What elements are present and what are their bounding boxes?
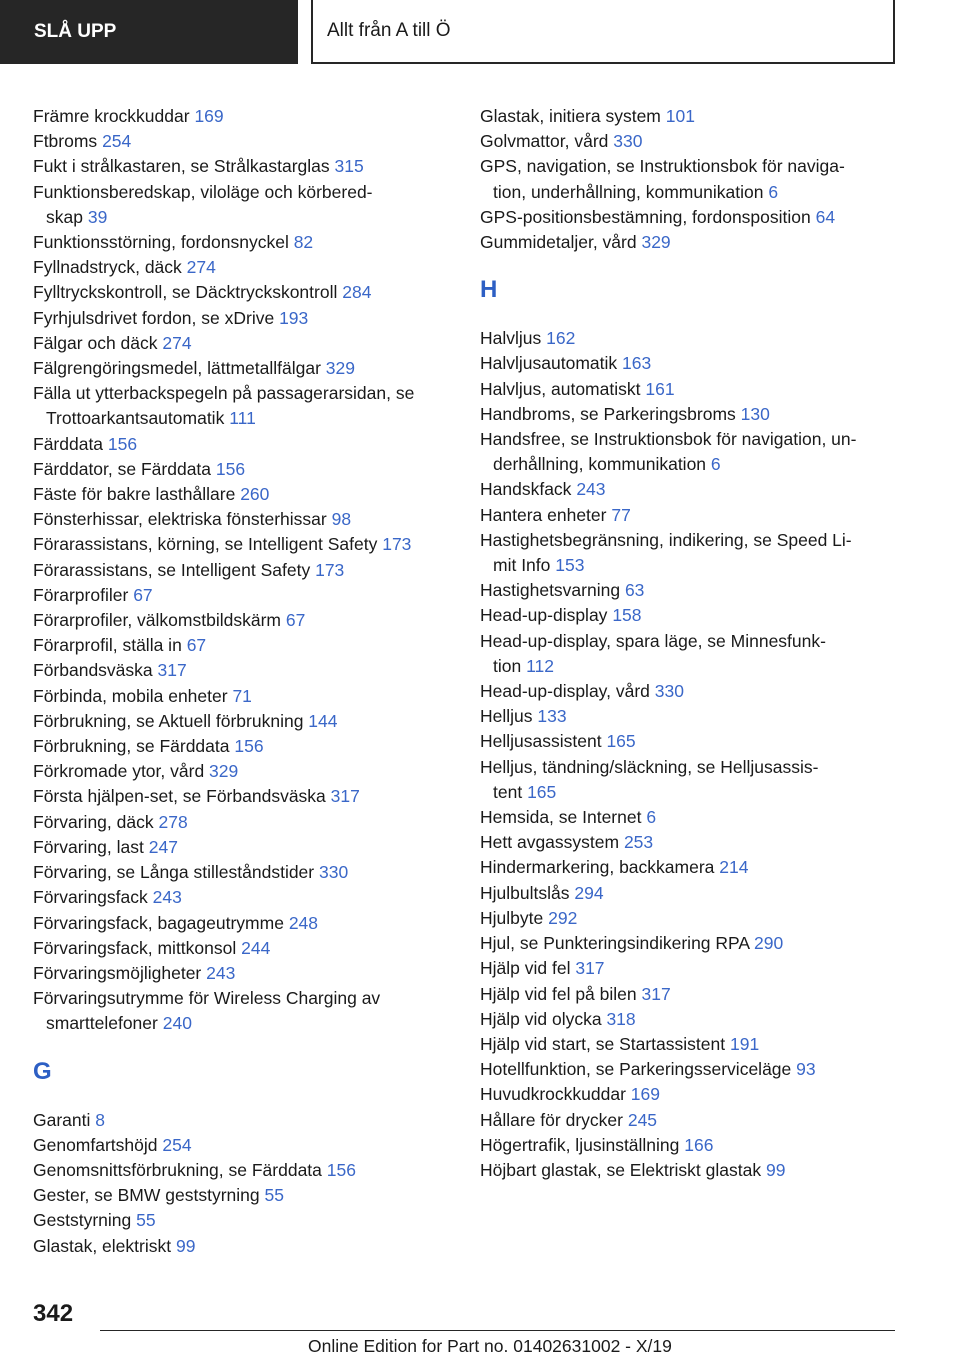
index-entry-text: Glastak, initiera system [480, 106, 661, 126]
section-tab [0, 0, 298, 64]
index-entry [33, 255, 463, 280]
index-entry-text: Högertrafik, ljusinställning [480, 1134, 680, 1155]
page-reference-link[interactable]: 330 [613, 131, 643, 152]
index-entry-text: Fälla ut ytterbackspegeln på passagerarsidan, se [33, 383, 415, 404]
page-reference-link[interactable]: 153 [555, 555, 585, 576]
index-entry [33, 936, 463, 961]
index-entry-text: Fyrhjulsdrivet fordon, se xDrive [33, 307, 275, 328]
page-reference-link[interactable]: 82 [293, 232, 314, 253]
index-entry [480, 578, 900, 603]
index-entry-text: Fukt i strålkastaren, se Strålkastarglas [33, 156, 330, 177]
page-reference-link[interactable]: 330 [319, 862, 349, 883]
index-entry-text: Hjulbyte [480, 907, 544, 928]
index-entry-text: Fylltryckskontroll, se Däcktryckskontroll [33, 282, 338, 303]
index-entry-text: Halvljus [480, 328, 542, 349]
index-entry [480, 931, 900, 956]
page-reference-link[interactable]: 243 [206, 962, 236, 983]
page-reference-link[interactable]: 98 [331, 509, 352, 530]
page-reference-link[interactable]: 329 [641, 232, 671, 253]
index-entry-text: Förarprofiler, välkomstbildskärm [33, 610, 281, 631]
page-reference-link[interactable]: 244 [241, 937, 271, 958]
page-reference-link[interactable]: 253 [623, 832, 654, 853]
index-entry [480, 1158, 900, 1183]
index-entry [33, 129, 463, 154]
index-entry [480, 855, 900, 880]
index-entry-text: Gummidetaljer, vård [480, 232, 637, 253]
page-reference-link[interactable]: 329 [209, 761, 239, 782]
index-entry [33, 507, 463, 532]
index-entry-text: Helljus, tändning/släckning, se Helljusassis- [480, 756, 819, 777]
index-entry-text: Fyllnadstryck, däck [33, 257, 182, 278]
index-entry [33, 608, 463, 633]
index-entry-text: Förarassistans, se Intelligent Safety [33, 559, 311, 580]
index-entry-text: Höjbart glastak, se Elektriskt glastak [480, 1159, 762, 1180]
index-entry [480, 528, 900, 578]
page-reference-link[interactable]: 112 [526, 655, 554, 676]
index-entry-text: Gester, se BMW geststyrning [33, 1185, 260, 1206]
index-entry-text: Hjälp vid fel [480, 958, 571, 979]
page-reference-link[interactable]: 67 [133, 584, 153, 605]
index-entry-text: Helljusassistent [480, 731, 602, 752]
index-entry [480, 729, 900, 754]
index-entry-text: Förvaring, däck [33, 811, 154, 832]
index-entry [480, 154, 900, 204]
index-entry [33, 104, 463, 129]
index-entry-text: Förvaringsmöjligheter [33, 962, 202, 983]
page-reference-link[interactable]: 260 [240, 484, 270, 505]
page-reference-link[interactable]: 156 [215, 458, 246, 479]
section-letter: H [480, 276, 498, 304]
index-entry [33, 558, 463, 583]
page-reference-link[interactable]: 158 [612, 605, 642, 626]
page-reference-link[interactable]: 165 [527, 781, 557, 802]
index-entry-text: tent [493, 781, 523, 802]
page-reference-link[interactable]: 274 [186, 257, 216, 278]
index-entry [480, 427, 900, 477]
index-entry [480, 1082, 900, 1107]
index-entry [33, 1133, 463, 1158]
page-reference-link[interactable]: 67 [285, 610, 306, 631]
page-header [311, 0, 895, 64]
page-reference-link[interactable]: 254 [102, 131, 132, 152]
index-entry-text: Förvaringsfack, bagageutrymme [33, 912, 284, 933]
page-reference-link[interactable]: 292 [548, 907, 578, 928]
index-entry [33, 734, 463, 759]
index-entry-text: Främre krockkuddar [33, 106, 190, 126]
index-entry [33, 583, 463, 608]
page-title: Allt från A till Ö [327, 20, 451, 41]
index-entry-text: Förvaringsfack, mittkonsol [33, 937, 237, 958]
page-reference-link[interactable]: 93 [796, 1059, 816, 1080]
index-entry [33, 810, 463, 835]
page-reference-link[interactable]: 67 [186, 635, 207, 656]
index-entry [480, 1007, 900, 1032]
index-entry [480, 629, 900, 679]
index-entry [480, 104, 900, 129]
index-entry-text: Förarprofil, ställa in [33, 635, 182, 656]
page-reference-link[interactable]: 161 [645, 378, 675, 399]
index-entry-text: Hantera enheter [480, 504, 607, 525]
index-entry [480, 377, 900, 402]
index-entry [33, 1158, 463, 1183]
index-entry [33, 280, 463, 305]
index-entry-text: Handskfack [480, 479, 572, 500]
page-reference-link[interactable]: 169 [194, 106, 224, 126]
index-entry [33, 860, 463, 885]
index-entry-text: Funktionsstörning, fordonsnyckel [33, 232, 289, 253]
page-reference-link[interactable]: 248 [288, 912, 319, 933]
footer-divider [100, 1330, 895, 1331]
page-reference-link[interactable]: 6 [646, 807, 657, 828]
index-entry [480, 1133, 900, 1158]
index-entry-text: derhållning, kommunikation [493, 454, 707, 475]
page-reference-link[interactable]: 243 [152, 887, 182, 908]
page-reference-link[interactable]: 166 [684, 1134, 714, 1155]
index-entry-text: Ftbroms [33, 131, 98, 152]
index-entry [33, 1208, 463, 1233]
index-entry [480, 755, 900, 805]
page-reference-link[interactable]: 317 [330, 786, 360, 807]
index-entry-text: Hindermarkering, backkamera [480, 857, 715, 878]
page-number: 342 [33, 1300, 74, 1327]
page-reference-link[interactable]: 193 [279, 307, 309, 328]
index-entry [33, 684, 463, 709]
index-entry [33, 356, 463, 381]
page-reference-link[interactable]: 317 [575, 958, 605, 979]
index-entry-text: Hållare för drycker [480, 1109, 623, 1130]
index-entry [33, 633, 463, 658]
page-reference-link[interactable]: 274 [162, 332, 192, 353]
index-entry [33, 331, 463, 356]
index-entry [33, 180, 463, 230]
index-entry-text: Förbrukning, se Aktuell förbrukning [33, 710, 304, 731]
index-entry [33, 961, 463, 986]
index-entry [33, 1108, 463, 1133]
page-reference-link[interactable]: 163 [622, 353, 652, 374]
index-entry-text: Fönsterhissar, elektriska fönsterhissar [33, 509, 327, 530]
index-entry [33, 986, 463, 1036]
page-reference-link[interactable]: 133 [537, 706, 567, 727]
index-entry-text: Fälgar och däck [33, 332, 158, 353]
index-entry-text: GPS-positionsbestämning, fordonsposition [480, 206, 811, 227]
page-reference-link[interactable]: 329 [325, 358, 355, 379]
page-reference-link[interactable]: 330 [654, 681, 684, 702]
index-entry-text: Förarprofiler [33, 584, 129, 605]
page-reference-link[interactable]: 55 [264, 1185, 284, 1206]
index-entry-text: skap [46, 206, 83, 227]
index-entry [33, 381, 463, 431]
page-reference-link[interactable]: 130 [740, 403, 770, 424]
index-entry [480, 805, 900, 830]
index-entry [480, 881, 900, 906]
index-entry [33, 658, 463, 683]
index-entry-text: Förarassistans, körning, se Intelligent Safety [33, 534, 378, 555]
index-entry [33, 709, 463, 734]
index-entry-text: Hastighetsbegränsning, indikering, se Speed Li- [480, 529, 852, 550]
index-entry-text: Hastighetsvarning [480, 580, 621, 601]
page-reference-link[interactable]: 101 [665, 106, 695, 126]
index-entry-text: Förbandsväska [33, 660, 153, 681]
page-reference-link[interactable]: 111 [229, 408, 256, 429]
index-entry-text: Fäste för bakre lasthållare [33, 484, 236, 505]
index-entry [480, 477, 900, 502]
page-reference-link[interactable]: 254 [162, 1134, 192, 1155]
index-entry-text: Hett avgassystem [480, 832, 620, 853]
index-entry [480, 830, 900, 855]
index-entry-text: Förbrukning, se Färddata [33, 736, 230, 757]
index-entry [33, 432, 463, 457]
index-entry [480, 956, 900, 981]
page-reference-link[interactable]: 64 [815, 206, 836, 227]
index-entry-text: Fälgrengöringsmedel, lättmetallfälgar [33, 358, 321, 379]
index-entry [33, 1183, 463, 1208]
index-entry-text: Hotellfunktion, se Parkeringsserviceläge [480, 1059, 792, 1080]
index-entry [33, 230, 463, 255]
index-entry-text: tion, underhållning, kommunikation [493, 181, 764, 202]
index-entry-text: Hjälp vid start, se Startassistent [480, 1033, 726, 1054]
page-reference-link[interactable]: 315 [334, 156, 364, 177]
index-entry [480, 1057, 900, 1082]
index-entry [33, 885, 463, 910]
index-entry-text: Hjälp vid olycka [480, 1008, 602, 1029]
index-entry-text: Första hjälpen-set, se Förbandsväska [33, 786, 326, 807]
page-reference-link[interactable]: 6 [768, 181, 779, 202]
index-entry-text: Garanti [33, 1109, 91, 1130]
index-entry [480, 230, 900, 255]
index-entry [480, 906, 900, 931]
page-reference-link[interactable]: 63 [624, 580, 645, 601]
index-entry-text: Förvaring, se Långa stilleståndstider [33, 862, 315, 883]
page-reference-link[interactable]: 156 [234, 736, 264, 757]
page-reference-link[interactable]: 156 [326, 1159, 356, 1180]
index-entry [480, 982, 900, 1007]
page-reference-link[interactable]: 8 [95, 1109, 105, 1130]
index-entry [33, 1234, 463, 1259]
page-reference-link[interactable]: 99 [765, 1159, 786, 1180]
index-entry [33, 532, 463, 557]
index-entry-text: Hjälp vid fel på bilen [480, 983, 637, 1004]
index-entry-text: Huvudkrockkuddar [480, 1084, 626, 1105]
index-entry-text: Genomsnittsförbrukning, se Färddata [33, 1159, 322, 1180]
index-entry [33, 154, 463, 179]
index-entry-text: Helljus [480, 706, 533, 727]
page-reference-link[interactable]: 317 [157, 660, 187, 681]
index-entry-text: Funktionsberedskap, viloläge och körbered- [33, 181, 373, 202]
index-column-right [480, 104, 900, 1183]
page-reference-link[interactable]: 165 [606, 731, 636, 752]
index-column-left [33, 104, 463, 1259]
index-entry [480, 704, 900, 729]
index-entry [33, 306, 463, 331]
index-entry [480, 402, 900, 427]
index-entry-text: Genomfartshöjd [33, 1134, 158, 1155]
page-reference-link[interactable]: 278 [158, 811, 188, 832]
index-entry-text: Halvljus, automatiskt [480, 378, 641, 399]
index-entry-text: Färddator, se Färddata [33, 458, 212, 479]
index-entry-text: Förbinda, mobila enheter [33, 685, 228, 706]
index-entry [480, 326, 900, 351]
index-entry-text: Hemsida, se Internet [480, 807, 642, 828]
page-reference-link[interactable]: 144 [308, 710, 338, 731]
index-entry-text: tion [493, 655, 522, 676]
index-entry-text: Head-up-display [480, 605, 608, 626]
index-entry-text: Head-up-display, vård [480, 681, 650, 702]
index-entry [33, 759, 463, 784]
section-letter: G [33, 1057, 52, 1085]
index-entry-text: mit Info [493, 555, 551, 576]
index-entry-text: smarttelefoner [46, 1013, 158, 1034]
page-reference-link[interactable]: 284 [342, 282, 372, 303]
index-entry-text: Halvljusautomatik [480, 353, 618, 374]
index-entry [33, 457, 463, 482]
page-reference-link[interactable]: 290 [754, 933, 784, 954]
page-reference-link[interactable]: 156 [107, 433, 138, 454]
index-entry-text: GPS, navigation, se Instruktionsbok för naviga- [480, 156, 845, 177]
page-reference-link[interactable]: 214 [719, 857, 749, 878]
footer-edition-text: Online Edition for Part no. 01402631002 - X/19 [308, 1336, 672, 1356]
page-reference-link[interactable]: 247 [148, 836, 178, 857]
index-entry-text: Geststyrning [33, 1210, 132, 1231]
index-entry-text: Hjul, se Punkteringsindikering RPA [480, 933, 750, 954]
page-reference-link[interactable]: 294 [574, 882, 604, 903]
page-reference-link[interactable]: 240 [162, 1013, 192, 1034]
index-entry [480, 679, 900, 704]
page-reference-link[interactable]: 169 [630, 1084, 660, 1105]
index-entry-text: Golvmattor, vård [480, 131, 609, 152]
page-reference-link[interactable]: 191 [729, 1033, 760, 1054]
page-reference-link[interactable]: 77 [611, 504, 631, 525]
index-entry-text: Trottoarkantsautomatik [46, 408, 225, 429]
page-reference-link[interactable]: 6 [710, 454, 721, 475]
page-reference-link[interactable]: 243 [576, 479, 606, 500]
page-reference-link[interactable]: 162 [546, 328, 576, 349]
page-reference-link[interactable]: 317 [641, 983, 671, 1004]
index-entry [480, 351, 900, 376]
page-reference-link[interactable]: 39 [87, 206, 108, 227]
index-entry [480, 1032, 900, 1057]
index-entry-text: Head-up-display, spara läge, se Minnesfunk- [480, 630, 826, 651]
index-entry-text: Handbroms, se Parkeringsbroms [480, 403, 736, 424]
page-reference-link[interactable]: 99 [175, 1235, 196, 1256]
index-entry [480, 1108, 900, 1133]
section-tab-label: SLÅ UPP [34, 21, 117, 42]
index-entry [480, 205, 900, 230]
index-entry-text: Förvaringsutrymme för Wireless Charging av [33, 988, 381, 1009]
index-entry [480, 129, 900, 154]
page-reference-link[interactable]: 55 [136, 1210, 156, 1231]
index-entry-text: Färddata [33, 433, 104, 454]
index-entry [480, 503, 900, 528]
page-reference-link[interactable]: 245 [627, 1109, 658, 1130]
index-entry [33, 911, 463, 936]
page-reference-link[interactable]: 173 [315, 559, 345, 580]
index-entry-text: Hjulbultslås [480, 882, 570, 903]
page-reference-link[interactable]: 173 [382, 534, 412, 555]
index-entry [33, 784, 463, 809]
index-entry [480, 603, 900, 628]
index-entry [33, 482, 463, 507]
index-entry-text: Förvaring, last [33, 836, 144, 857]
index-entry-text: Glastak, elektriskt [33, 1235, 172, 1256]
index-entry-text: Förkromade ytor, vård [33, 761, 205, 782]
index-entry-text: Handsfree, se Instruktionsbok för navigation, un- [480, 429, 857, 450]
index-entry [33, 835, 463, 860]
page-reference-link[interactable]: 318 [606, 1008, 636, 1029]
index-entry-text: Förvaringsfack [33, 887, 148, 908]
page-reference-link[interactable]: 71 [232, 685, 252, 706]
